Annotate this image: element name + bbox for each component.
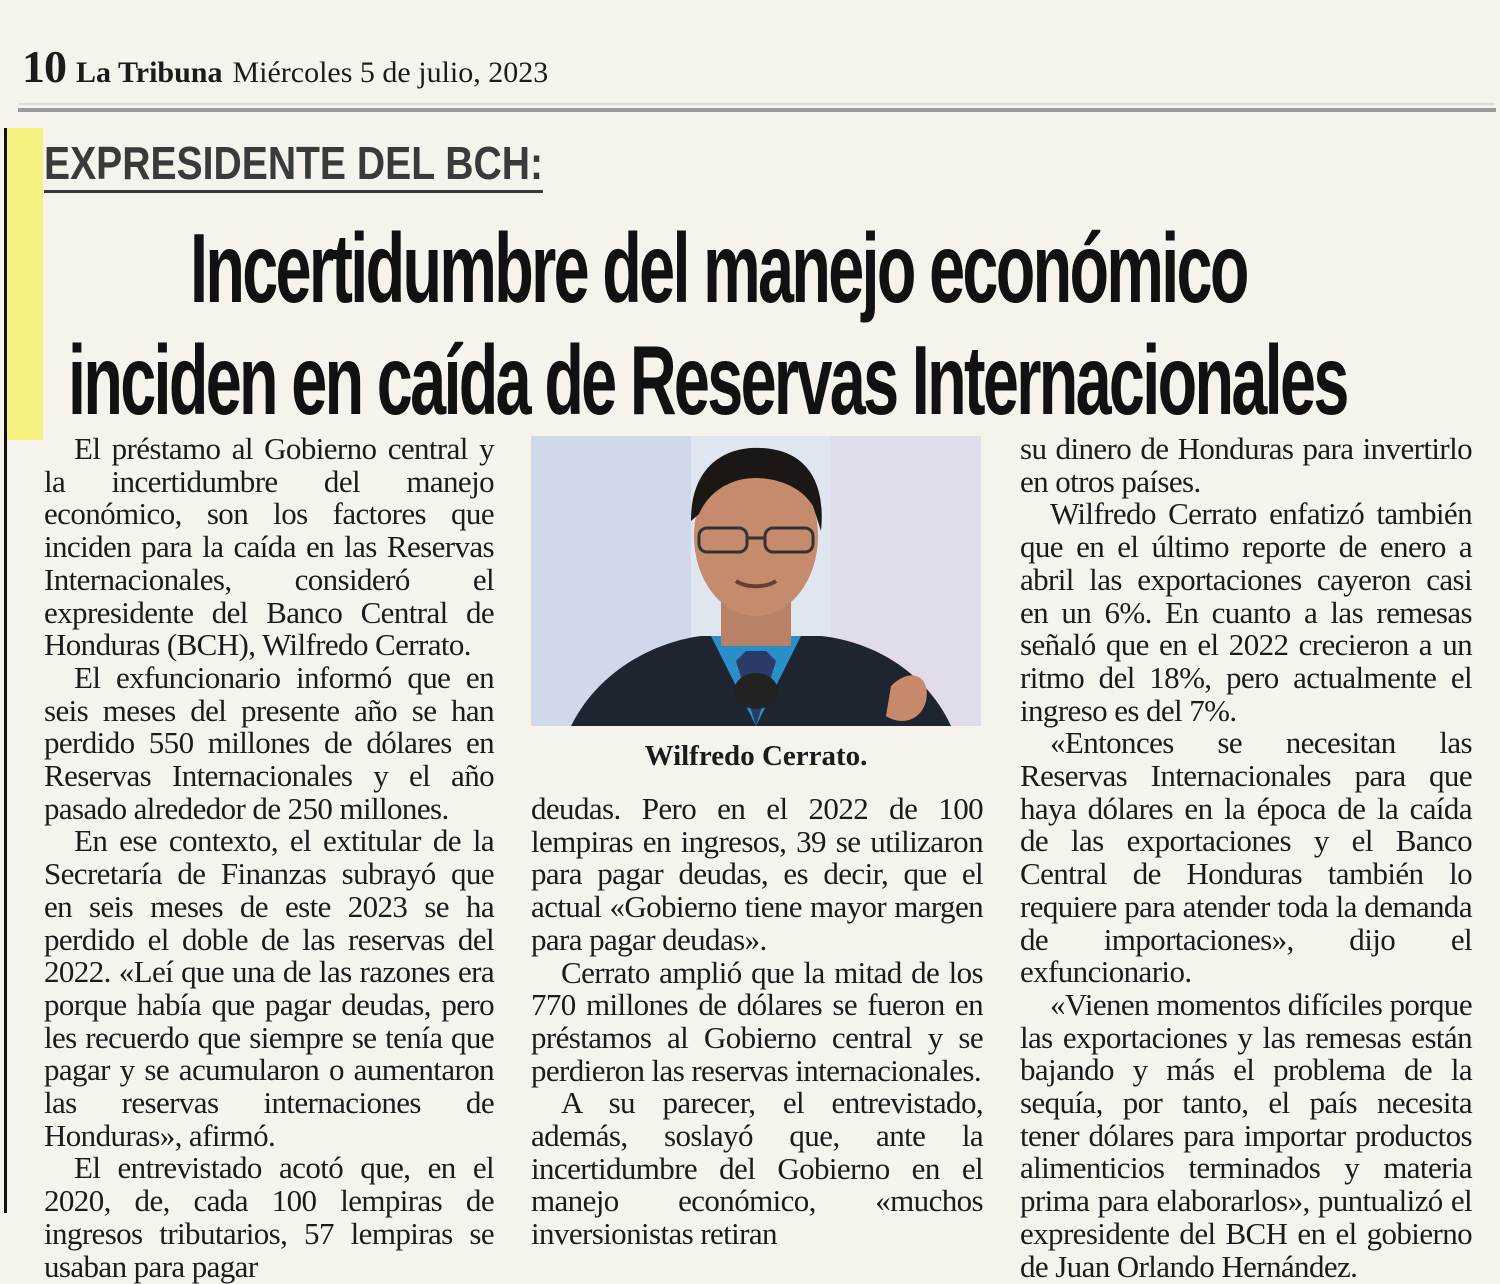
paragraph: En ese contexto, el extitular de la Secretaría de Finanzas subrayó que en seis meses de este 2023 se ha perdido el doble de las reservas del 2022. «Leí que una de las razones era porque había que pagar deudas, pero les recuerdo que siempre se tenía que pagar y se acumularon o aumentaron las reservas internaciones de Honduras», afirmó. [44,823,494,1153]
paragraph: «Entonces se necesitan las Reservas Internacionales para que haya dólares en la época de la caída de las exportaciones y el Banco Central de Honduras también lo requiere para atender toda la demanda de importaciones», dijo el exfuncionario. [1020,725,1472,990]
portrait-photo [531,436,981,726]
article-column-2 [531,793,983,1251]
paragraph: su dinero de Honduras para invertirlo en otros países. [1020,431,1472,499]
paragraph: El préstamo al Gobierno central y la incertidumbre del manejo económico, son los factores que inciden para la caída en las Reservas Internacionales, consideró el expresidente del Banco Central de Honduras (BCH), Wilfredo Cerrato. [44,431,494,663]
paragraph: El exfuncionario informó que en seis meses del presente año se han perdido 550 millones de dólares en Reservas Internacionales y el año pasado alrededor de 250 millones. [44,659,494,826]
page-header [22,40,548,90]
headline-line-2: inciden en caída de Reservas Internacionales [68,325,1347,435]
article-column-3 [1020,433,1472,1283]
photo-caption: Wilfredo Cerrato. [644,740,868,772]
article-kicker: EXPRESIDENTE DEL BCH: [44,138,543,193]
portrait-illustration [531,436,981,726]
highlighter-mark [7,128,43,440]
paragraph: A su parecer, el entrevistado, además, soslayó que, ante la incertidumbre del Gobierno en el manejo económico, «muchos inversionistas retiran [531,1085,983,1252]
paragraph: Cerrato amplió que la mitad de los 770 millones de dólares se fueron en préstamos al Gobierno central y se perdieron las reservas internacionales. [531,954,983,1088]
headline-line-1: Incertidumbre del manejo económico [190,213,1247,323]
paragraph: Wilfredo Cerrato enfatizó también que en el último reporte de enero a abril las exportaciones cayeron casi en un 6%. En cuanto a las remesas señaló que en el 2022 crecieron a un ritmo del 18%, pero actualmente el ingreso es del 7%. [1020,496,1472,728]
paragraph: El entrevistado acotó que, en el 2020, de, cada 100 lempiras de ingresos tributarios, 57 lempiras se usaban para pagar [44,1150,494,1284]
article-headline [40,212,1490,436]
paragraph: deudas. Pero en el 2022 de 100 lempiras en ingresos, 39 se utilizaron para pagar deudas, es decir, que el actual «Gobierno tiene mayor margen para pagar deudas». [531,791,983,957]
newspaper-name: La Tribuna [76,56,223,89]
paragraph: «Vienen momentos difíciles porque las exportaciones y las remesas están bajando y más el problema de la sequía, por tanto, el país necesita tener dólares para importar productos alimenticios terminados y materia prima para elaborarlos», puntualizó el expresidente del BCH en el gobierno de Juan Orlando Hernández. [1020,986,1472,1284]
header-rule [18,108,1496,112]
publication-date: Miércoles 5 de julio, 2023 [232,56,549,89]
article-column-1 [44,433,494,1283]
page-number: 10 [22,41,66,92]
